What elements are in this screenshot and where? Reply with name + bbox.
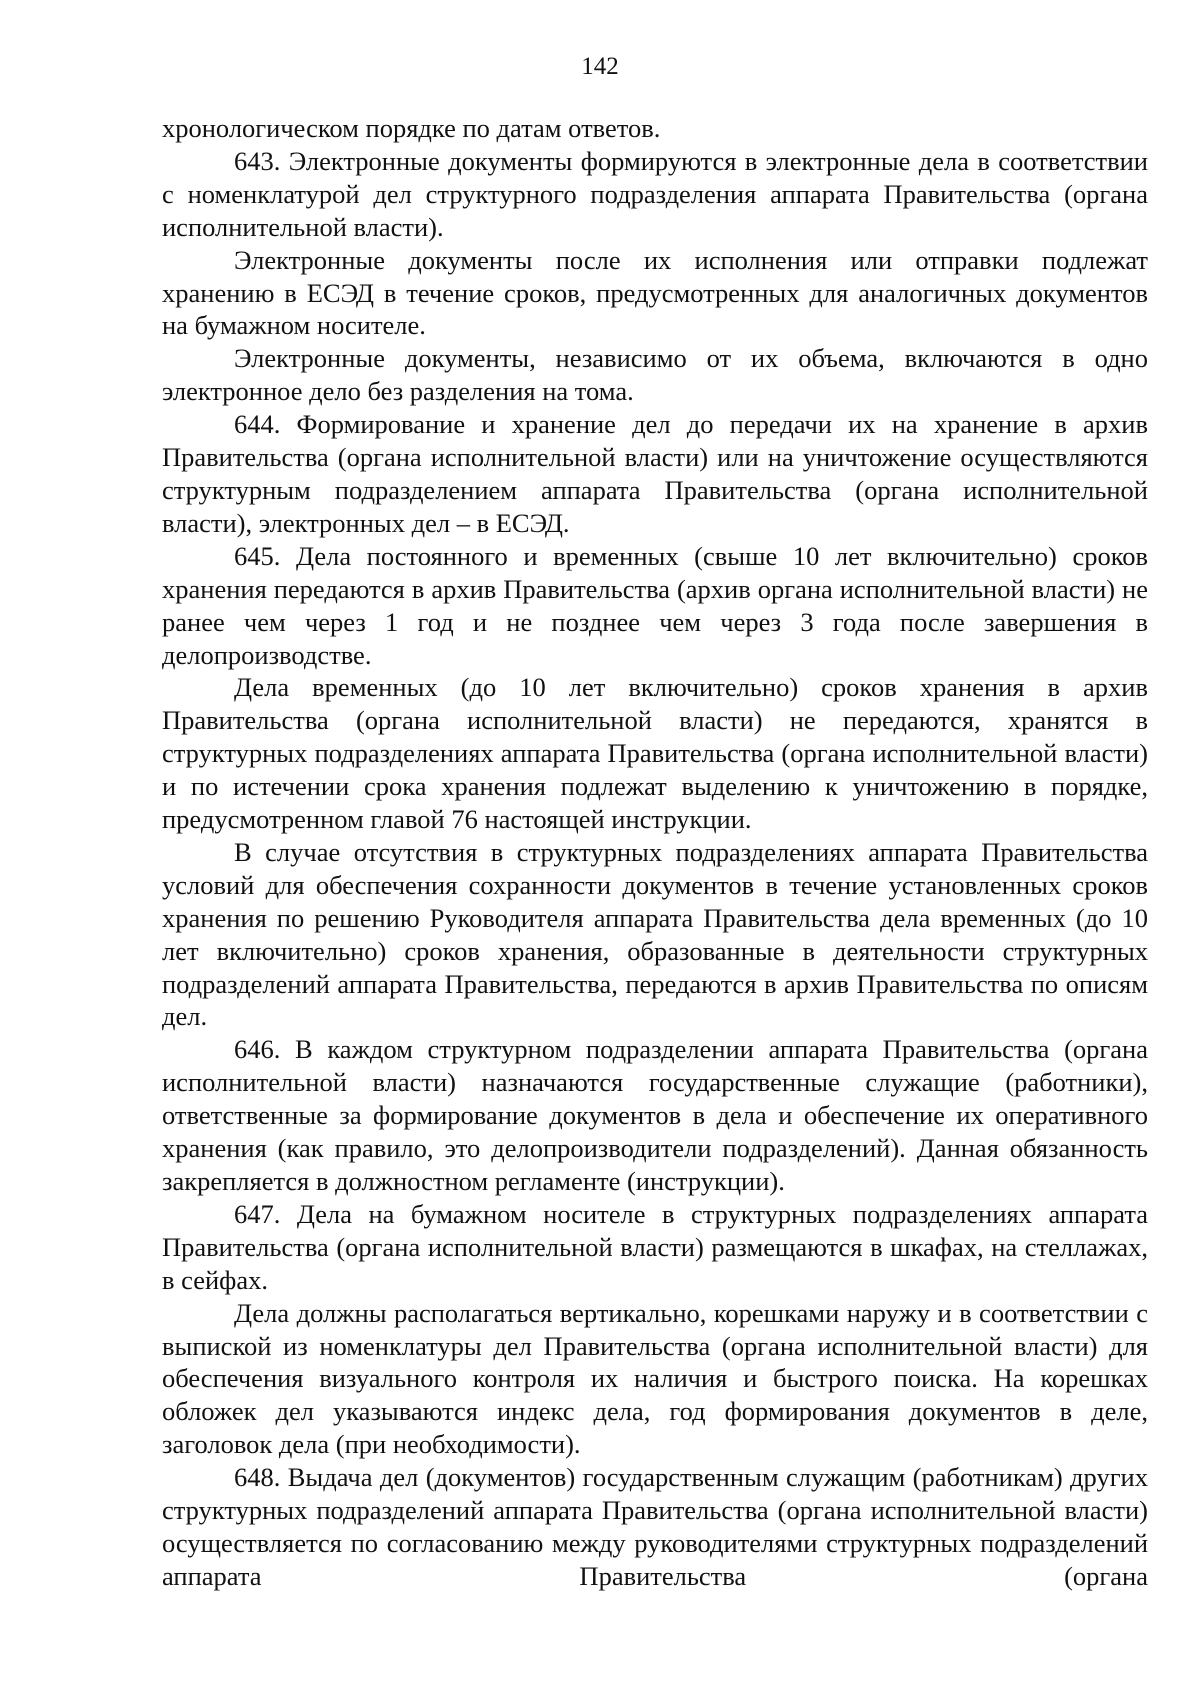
paragraph-continuation: хронологическом порядке по датам ответов. [162, 113, 661, 143]
document-body [162, 112, 1148, 1593]
paragraph-643-storage: Электронные документы после их исполнения или отправки подлежат хранению в ЕСЭД в течение сроков, предусмотренных для аналогичных документов на бумажном носителе. [162, 244, 1148, 341]
paragraph-645-transfer: В случае отсутствия в структурных подразделениях аппарата Правительства условий для обеспечения сохранности документов в течение установленных сроков хранения по решению Руководителя аппарата Правительства дела временных (до 10 лет включительно) сроков хранения, образованные в деятельности структурных подразделений аппарата Правительства, передаются в архив Правительства по описям дел. [162, 836, 1148, 1032]
paragraph-648: 648. Выдача дел (документов) государственным служащим (работникам) других структурных подразделений аппарата Правительства (органа исполнительной власти) осуществляется по согласованию между руководителями структурных подразделений аппарата Правительства (органа [162, 1462, 1148, 1591]
paragraph-643: 643. Электронные документы формируются в электронные дела в соответствии с номенклатурой дел структурного подразделения аппарата Правительства (органа исполнительной власти). [162, 145, 1148, 242]
paragraph-643-volumes: Электронные документы, независимо от их объема, включаются в одно электронное дело без разделения на тома. [162, 343, 1148, 407]
paragraph-647: 647. Дела на бумажном носителе в структурных подразделениях аппарата Правительства (органа исполнительной власти) размещаются в шкафах, на стеллажах, в сейфах. [162, 1198, 1148, 1295]
paragraph-645-temporary: Дела временных (до 10 лет включительно) сроков хранения в архив Правительства (органа исполнительной власти) не передаются, хранятся в структурных подразделениях аппарата Правительства (органа исполнительной власти) и по истечении срока хранения подлежат выделению к уничтожению в порядке, предусмотренном главой 76 настоящей инструкции. [162, 672, 1148, 835]
paragraph-645: 645. Дела постоянного и временных (свыше 10 лет включительно) сроков хранения передаются в архив Правительства (архив органа исполнительной власти) не ранее чем через 1 год и не позднее чем через 3 года после завершения в делопроизводстве. [162, 540, 1148, 670]
paragraph-644: 644. Формирование и хранение дел до передачи их на хранение в архив Правительства (органа исполнительной власти) или на уничтожение осуществляются структурным подразделением аппарата Правительства (органа исполнительной власти), электронных дел – в ЕСЭД. [162, 409, 1148, 538]
page-number: 142 [581, 53, 619, 80]
paragraph-647-placement: Дела должны располагаться вертикально, корешками наружу и в соответствии с выпиской из номенклатуры дел Правительства (органа исполнительной власти) для обеспечения визуального контроля их наличия и быстрого поиска. На корешках обложек дел указываются индекс дела, год формирования документов в деле, заголовок дела (при необходимости). [162, 1297, 1148, 1460]
paragraph-646: 646. В каждом структурном подразделении аппарата Правительства (органа исполнительной власти) назначаются государственные служащие (работники), ответственные за формирование документов в дела и обеспечение их оперативного хранения (как правило, это делопроизводители подразделений). Данная обязанность закрепляется в должностном регламенте (инструкции). [162, 1034, 1148, 1196]
